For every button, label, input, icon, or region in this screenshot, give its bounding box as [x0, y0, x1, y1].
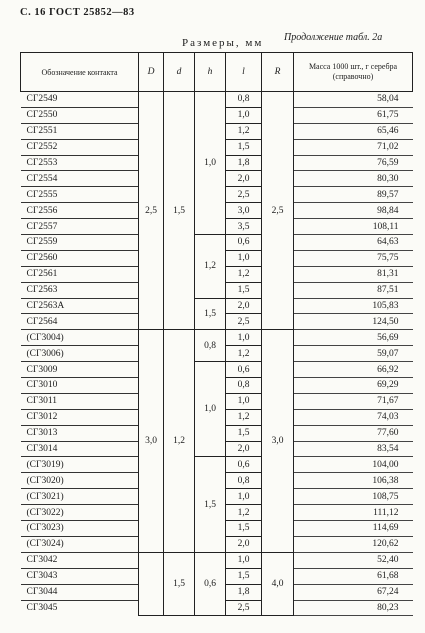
l-value: 1,5	[226, 568, 262, 584]
contact-designation: (СГ3021)	[21, 489, 139, 505]
silver-mass-value: 67,24	[294, 584, 413, 600]
contact-designation: СГ2559	[21, 235, 139, 251]
contact-designation: (СГ3004)	[21, 330, 139, 346]
l-value: 1,5	[226, 139, 262, 155]
contact-designation: СГ2563	[21, 282, 139, 298]
l-value: 2,0	[226, 298, 262, 314]
silver-mass-value: 71,67	[294, 393, 413, 409]
table-body	[21, 92, 413, 616]
h-value: 0,6	[195, 552, 226, 616]
h-value: 1,5	[195, 298, 226, 330]
l-value: 1,0	[226, 393, 262, 409]
dimensions-table	[20, 52, 413, 616]
R-value: 3,0	[262, 330, 294, 552]
table-header-row	[21, 53, 413, 92]
contact-designation: СГ2551	[21, 123, 139, 139]
l-value: 2,5	[226, 314, 262, 330]
contact-designation: (СГ3006)	[21, 346, 139, 362]
table-row	[21, 552, 413, 568]
silver-mass-value: 98,84	[294, 203, 413, 219]
contact-designation: СГ3012	[21, 409, 139, 425]
l-value: 1,0	[226, 552, 262, 568]
l-value: 1,0	[226, 489, 262, 505]
l-value: 1,8	[226, 584, 262, 600]
l-value: 0,8	[226, 92, 262, 108]
d-value: 1,5	[164, 552, 195, 616]
page-header: С. 16 ГОСТ 25852—83	[20, 7, 135, 18]
contact-designation: СГ2549	[21, 92, 139, 108]
h-value: 1,0	[195, 92, 226, 235]
silver-mass-value: 59,07	[294, 346, 413, 362]
contact-designation: СГ2555	[21, 187, 139, 203]
silver-mass-value: 56,69	[294, 330, 413, 346]
D-value	[139, 552, 164, 616]
table-row	[21, 235, 413, 251]
contact-designation: СГ2556	[21, 203, 139, 219]
d-value: 1,2	[164, 330, 195, 552]
silver-mass-value: 104,00	[294, 457, 413, 473]
l-value: 1,2	[226, 266, 262, 282]
l-value: 2,0	[226, 536, 262, 552]
contact-designation: СГ2553	[21, 155, 139, 171]
contact-designation: СГ3042	[21, 552, 139, 568]
l-value: 0,8	[226, 473, 262, 489]
contact-designation: СГ2557	[21, 219, 139, 235]
l-value: 0,6	[226, 362, 262, 378]
contact-designation: СГ3045	[21, 600, 139, 616]
h-value: 1,0	[195, 362, 226, 457]
l-value: 1,0	[226, 250, 262, 266]
contact-designation: (СГ3019)	[21, 457, 139, 473]
header-d: d	[164, 53, 195, 92]
sizes-label: Размеры, мм	[182, 37, 264, 49]
contact-designation: СГ3010	[21, 378, 139, 394]
silver-mass-value: 61,75	[294, 107, 413, 123]
D-value: 3,0	[139, 330, 164, 552]
l-value: 1,2	[226, 505, 262, 521]
silver-mass-value: 77,60	[294, 425, 413, 441]
header-mass: Масса 1000 шт., г серебра (справочно)	[294, 53, 413, 92]
l-value: 1,8	[226, 155, 262, 171]
silver-mass-value: 58,04	[294, 92, 413, 108]
contact-designation: СГ3044	[21, 584, 139, 600]
table-row	[21, 92, 413, 108]
silver-mass-value: 81,31	[294, 266, 413, 282]
silver-mass-value: 105,83	[294, 298, 413, 314]
contact-designation: СГ3043	[21, 568, 139, 584]
silver-mass-value: 74,03	[294, 409, 413, 425]
silver-mass-value: 108,11	[294, 219, 413, 235]
l-value: 1,0	[226, 107, 262, 123]
silver-mass-value: 61,68	[294, 568, 413, 584]
silver-mass-value: 52,40	[294, 552, 413, 568]
h-value: 0,8	[195, 330, 226, 362]
silver-mass-value: 106,38	[294, 473, 413, 489]
silver-mass-value: 124,50	[294, 314, 413, 330]
silver-mass-value: 108,75	[294, 489, 413, 505]
contact-designation: (СГ3022)	[21, 505, 139, 521]
l-value: 1,0	[226, 330, 262, 346]
l-value: 2,0	[226, 171, 262, 187]
l-value: 1,5	[226, 425, 262, 441]
contact-designation: СГ3013	[21, 425, 139, 441]
D-value: 2,5	[139, 92, 164, 330]
contact-designation: СГ2552	[21, 139, 139, 155]
l-value: 1,2	[226, 346, 262, 362]
table-row	[21, 330, 413, 346]
header-R: R	[262, 53, 294, 92]
silver-mass-value: 64,63	[294, 235, 413, 251]
l-value: 1,5	[226, 521, 262, 537]
h-value: 1,5	[195, 457, 226, 552]
l-value: 0,6	[226, 235, 262, 251]
d-value: 1,5	[164, 92, 195, 330]
silver-mass-value: 66,92	[294, 362, 413, 378]
contact-designation: (СГ3020)	[21, 473, 139, 489]
l-value: 3,0	[226, 203, 262, 219]
header-h: h	[195, 53, 226, 92]
contact-designation: СГ3009	[21, 362, 139, 378]
silver-mass-value: 75,75	[294, 250, 413, 266]
table-row	[21, 298, 413, 314]
contact-designation: СГ2554	[21, 171, 139, 187]
table-row	[21, 362, 413, 378]
header-name: Обозначение контакта	[21, 53, 139, 92]
silver-mass-value: 65,46	[294, 123, 413, 139]
contact-designation: СГ2563А	[21, 298, 139, 314]
contact-designation: СГ3014	[21, 441, 139, 457]
contact-designation: СГ3011	[21, 393, 139, 409]
h-value: 1,2	[195, 235, 226, 299]
R-value: 4,0	[262, 552, 294, 616]
silver-mass-value: 111,12	[294, 505, 413, 521]
silver-mass-value: 80,30	[294, 171, 413, 187]
contact-designation: СГ2560	[21, 250, 139, 266]
contact-designation: СГ2561	[21, 266, 139, 282]
continuation-label: Продолжение табл. 2а	[284, 32, 383, 43]
table-row	[21, 457, 413, 473]
contact-designation: (СГ3024)	[21, 536, 139, 552]
l-value: 0,8	[226, 378, 262, 394]
silver-mass-value: 71,02	[294, 139, 413, 155]
silver-mass-value: 114,69	[294, 521, 413, 537]
contact-designation: (СГ3023)	[21, 521, 139, 537]
silver-mass-value: 83,54	[294, 441, 413, 457]
silver-mass-value: 69,29	[294, 378, 413, 394]
R-value: 2,5	[262, 92, 294, 330]
l-value: 1,5	[226, 282, 262, 298]
l-value: 1,2	[226, 409, 262, 425]
silver-mass-value: 76,59	[294, 155, 413, 171]
l-value: 0,6	[226, 457, 262, 473]
l-value: 2,0	[226, 441, 262, 457]
l-value: 1,2	[226, 123, 262, 139]
l-value: 3,5	[226, 219, 262, 235]
header-D: D	[139, 53, 164, 92]
contact-designation: СГ2564	[21, 314, 139, 330]
header-l: l	[226, 53, 262, 92]
l-value: 2,5	[226, 187, 262, 203]
silver-mass-value: 89,57	[294, 187, 413, 203]
contact-designation: СГ2550	[21, 107, 139, 123]
silver-mass-value: 80,23	[294, 600, 413, 616]
silver-mass-value: 120,62	[294, 536, 413, 552]
l-value: 2,5	[226, 600, 262, 616]
silver-mass-value: 87,51	[294, 282, 413, 298]
